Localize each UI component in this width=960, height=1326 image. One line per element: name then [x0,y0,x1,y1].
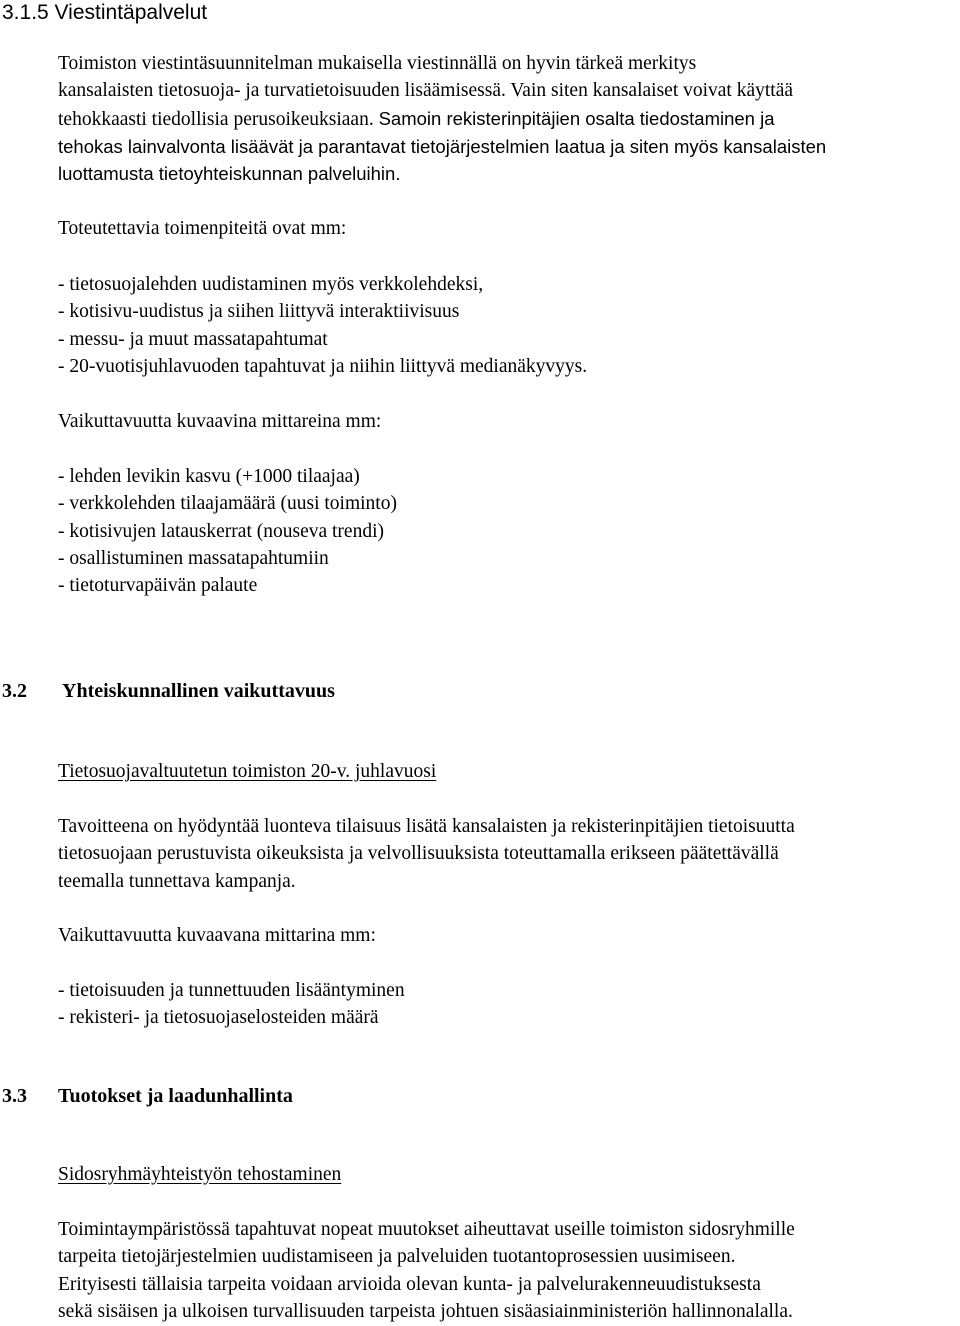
metrics-intro-text: Vaikuttavuutta kuvaavina mittareina mm: [58,411,382,432]
section-3-1-5-intro-paragraph [58,50,958,187]
paragraph-line: luottamusta tietoyhteiskunnan palveluihin. [58,163,401,185]
section-number: 3.2 [2,680,27,702]
subheading-text: Sidosryhmäyhteistyön tehostaminen [58,1164,342,1185]
measures-list [58,271,958,380]
paragraph-line-part: Samoin rekisterinpitäjien osalta tiedostaminen ja [378,107,775,129]
section-3-2-paragraph [58,813,958,895]
section-title: Tuotokset ja laadunhallinta [58,1085,293,1107]
paragraph-line [58,105,958,133]
list-item: - rekisteri- ja tietosuojaselosteiden määrä [58,1007,379,1029]
list-item: - kotisivujen latauskerrat (nouseva trendi) [58,520,384,542]
paragraph-line: Toimiston viestintäsuunnitelman mukaisella viestinnällä on hyvin tärkeä merkitys [58,53,697,74]
measures-intro [58,215,958,242]
list-item: - tietoturvapäivän palaute [58,575,258,597]
paragraph-line: sekä sisäisen ja ulkoisen turvallisuuden tarpeista johtuen sisäasiainministeriön hallinnonalalla. [58,1300,793,1322]
paragraph-line: teemalla tunnettava kampanja. [58,870,296,892]
section-3-2-metrics-list [58,977,958,1032]
section-title: Yhteiskunnallinen vaikuttavuus [62,680,335,702]
list-item: - osallistuminen massatapahtumiin [58,547,329,569]
section-number: 3.3 [2,1085,27,1107]
metric-intro-text: Vaikuttavuutta kuvaavana mittarina mm: [58,925,376,946]
paragraph-line: Toimintaympäristössä tapahtuvat nopeat muutokset aiheuttavat useille toimiston sidosryhmille [58,1219,795,1240]
section-3-2-subheading [58,758,958,785]
measures-intro-text: Toteutettavia toimenpiteitä ovat mm: [58,218,347,239]
paragraph-line: tehokas lainvalvonta lisäävät ja parantavat tietojärjestelmien laatua ja siten myös kansalaisten [58,135,827,157]
paragraph-line: Tavoitteena on hyödyntää luonteva tilaisuus lisätä kansalaisten ja rekisterinpitäjien tietoisuutta [58,816,795,837]
section-3-2-metric-intro [58,922,958,949]
section-3-1-5-heading: 3.1.5 Viestintäpalvelut [2,1,208,24]
metrics-intro [58,408,958,435]
section-3-3-subheading [58,1161,958,1188]
paragraph-line: tarpeita tietojärjestelmien uudistamiseen ja palveluiden tuotantoprosessien uusimiseen. [58,1246,736,1268]
list-item: - tietosuojalehden uudistaminen myös verkkolehdeksi, [58,274,484,295]
list-item: - kotisivu-uudistus ja siihen liittyvä interaktiivisuus [58,301,460,323]
subheading-text: Tietosuojavaltuutetun toimiston 20-v. juhlavuosi [58,761,437,782]
paragraph-line: kansalaisten tietosuoja- ja turvatietoisuuden lisäämisessä. Vain siten kansalaiset voivat käyttää [58,80,794,102]
paragraph-line-part: tehokkaasti tiedollisia perusoikeuksiaan. [58,108,374,130]
list-item: - 20-vuotisjuhlavuoden tapahtuvat ja niihin liittyvä medianäkyvyys. [58,355,588,377]
metrics-list [58,463,958,599]
paragraph-line: tietosuojaan perustuvista oikeuksista ja velvollisuuksista toteuttamalla erikseen päätettävällä [58,843,779,865]
list-item: - verkkolehden tilaajamäärä (uusi toiminto) [58,493,397,515]
list-item: - messu- ja muut massatapahtumat [58,328,328,350]
section-3-3-paragraph [58,1216,958,1325]
list-item: - tietoisuuden ja tunnettuuden lisääntyminen [58,980,405,1001]
paragraph-line: Erityisesti tällaisia tarpeita voidaan arvioida olevan kunta- ja palvelurakenneuudistuksesta [58,1273,761,1295]
list-item: - lehden levikin kasvu (+1000 tilaajaa) [58,466,360,487]
